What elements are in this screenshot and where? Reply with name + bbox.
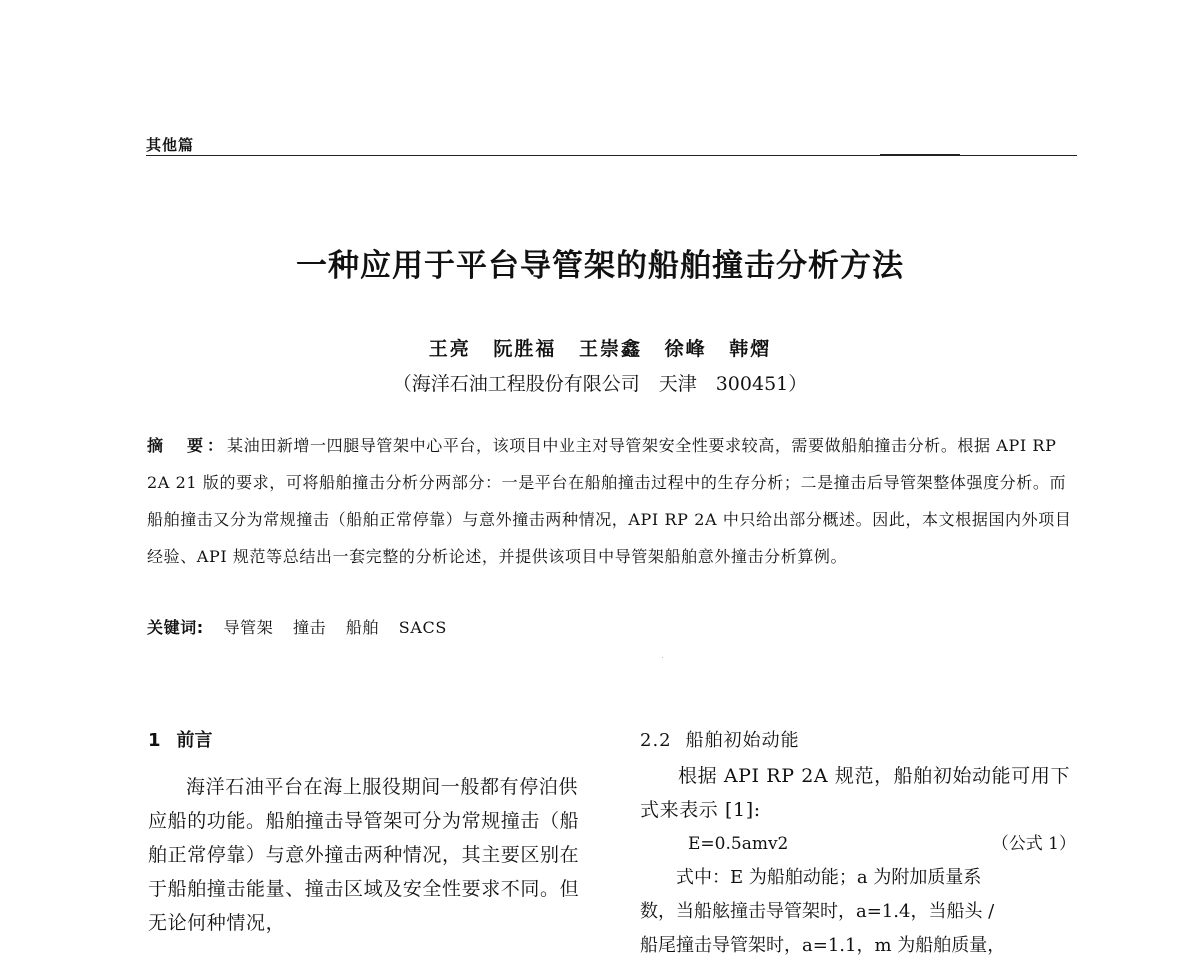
right-column <box>640 726 1080 963</box>
formula-line <box>640 827 1080 861</box>
author-list <box>0 334 1200 361</box>
keywords <box>147 615 1077 638</box>
section-label: 其他篇 <box>146 136 195 154</box>
formula-expression: E=0.5amv2 <box>688 834 789 854</box>
header-rule-accent <box>880 154 960 156</box>
keywords-label: 关键词: <box>147 618 204 637</box>
abstract-text: 某油田新增一四腿导管架中心平台，该项目中业主对导管架安全性要求较高，需要做船舶撞击分析。根据 API RP 2A 21 版的要求，可将船舶撞击分析分两部分：一是平台在船舶撞击过程中的生存分析；二是撞击后导管架整体强度分析。而船舶撞击又分为常规撞击（船舶正常停靠）与意外撞击两种情况，API RP 2A 中只给出部分概述。因此，本文根据国内外项目经验、API 规范等总结出一套完整的分析论述，并提供该项目中导管架船舶意外撞击分析算例。 <box>147 436 1072 566</box>
affiliation: （海洋石油工程股份有限公司 天津 300451） <box>392 373 808 395</box>
section-heading <box>148 726 588 752</box>
keyword: 导管架 <box>223 618 274 637</box>
formula-explanation: 船尾撞击导管架时，a=1.1，m 为船舶质量， <box>640 935 1006 956</box>
author-name: 王亮 <box>428 338 471 360</box>
subsection-heading <box>640 726 1080 752</box>
scan-speck <box>662 657 663 658</box>
section-number: 1 <box>148 730 161 751</box>
section-paragraph: 海洋石油平台在海上服役期间一般都有停泊供应船的功能。船舶撞击导管架可分为常规撞击（船舶正常停靠）与意外撞击两种情况，其主要区别在于船舶撞击能量、撞击区域及安全性要求不同。但无论何种情况， <box>148 776 580 934</box>
subsection-title: 船舶初始动能 <box>685 730 800 751</box>
author-name: 韩熠 <box>729 338 772 360</box>
author-name: 阮胜福 <box>493 338 557 360</box>
formula-reference: （公式 1） <box>991 834 1076 854</box>
formula-explanation: 式中：E 为船舶动能；a 为附加质量系 <box>676 867 982 888</box>
paper-title: 一种应用于平台导管架的船舶撞击分析方法 <box>296 248 904 284</box>
left-column <box>148 726 588 940</box>
keyword: 船舶 <box>345 618 380 637</box>
keyword: SACS <box>398 618 447 637</box>
abstract <box>147 427 1077 575</box>
subsection-number: 2.2 <box>640 730 672 751</box>
section-title: 前言 <box>176 730 213 751</box>
subsection-intro: 根据 API RP 2A 规范，船舶初始动能可用下式来表示 [1]: <box>640 765 1071 821</box>
keyword: 撞击 <box>293 618 327 637</box>
author-name: 王崇鑫 <box>578 338 642 360</box>
formula-explanation: 数，当船舷撞击导管架时，a=1.4，当船头 / <box>640 901 995 922</box>
author-name: 徐峰 <box>664 338 707 360</box>
abstract-label: 摘 要： <box>147 436 228 455</box>
